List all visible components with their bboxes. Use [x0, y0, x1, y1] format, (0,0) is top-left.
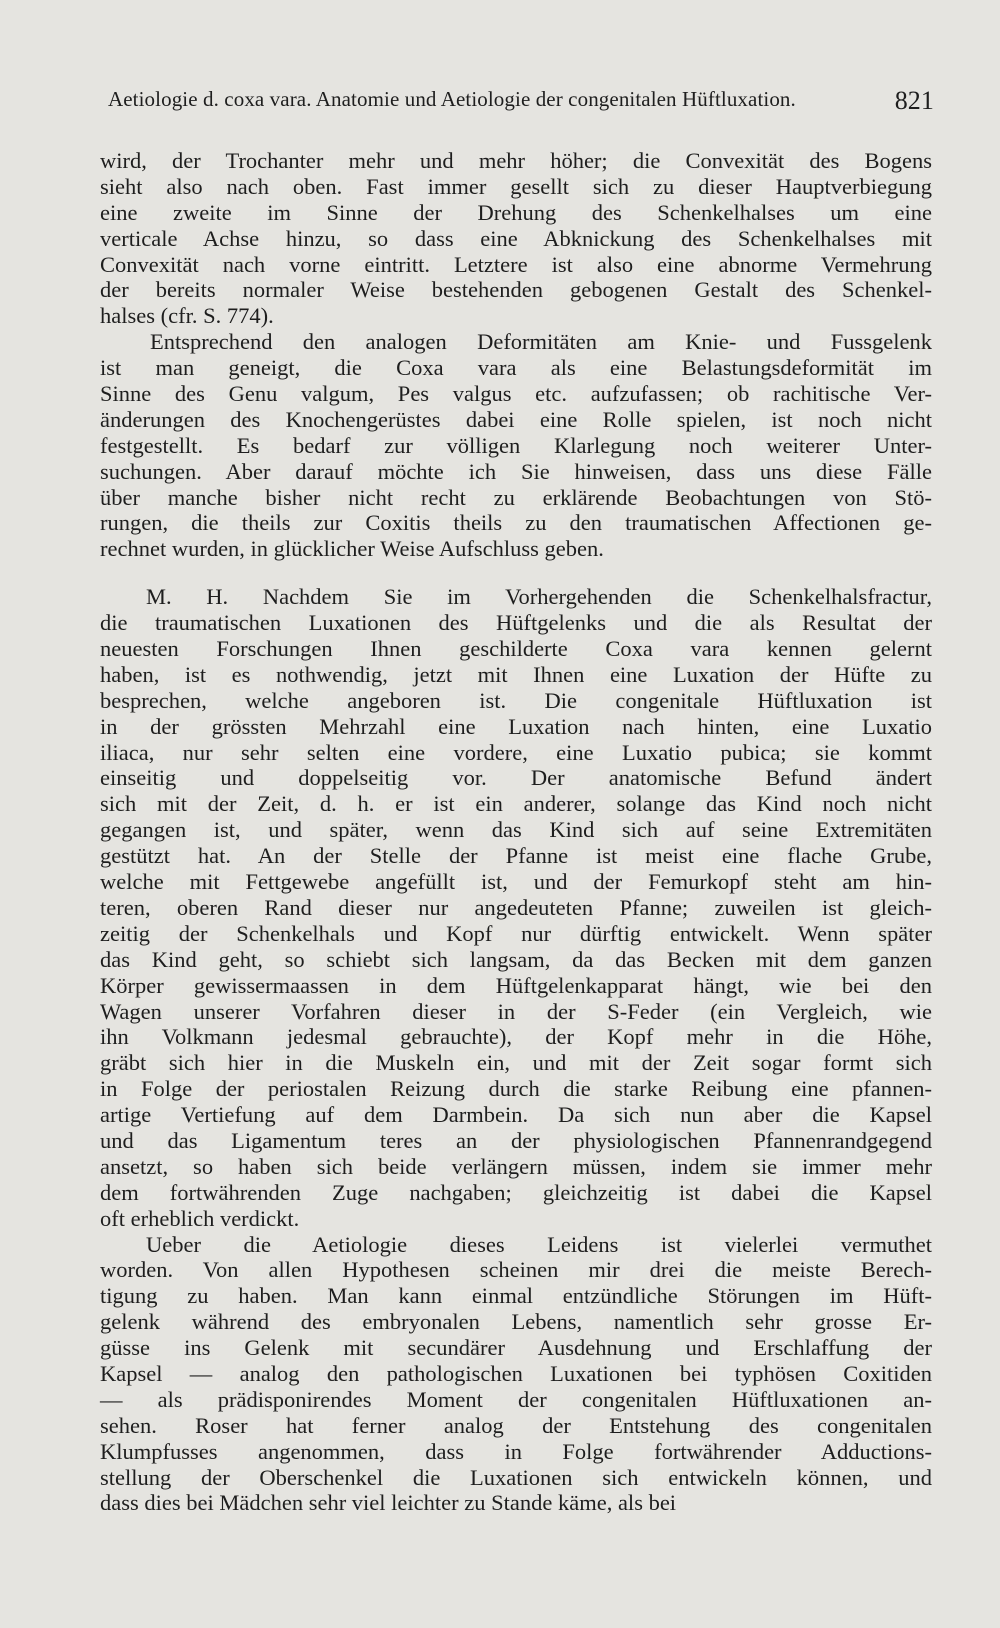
- text-line: Klumpfusses angenommen, dass in Folge fortwährender Adductions-: [100, 1438, 932, 1464]
- text-line: halses (cfr. S. 774).: [100, 303, 274, 329]
- text-line: gestützt hat. An der Stelle der Pfanne ist meist eine flache Grube,: [100, 843, 932, 869]
- text-line: ihn Volkmann jedesmal gebrauchte), der Kopf mehr in die Höhe,: [100, 1024, 932, 1050]
- page-number: 821: [894, 86, 934, 115]
- text-line: Wagen unserer Vorfahren dieser in der S-Feder (ein Vergleich, wie: [100, 998, 932, 1024]
- text-line: einseitig und doppelseitig vor. Der anatomische Befund ändert: [100, 765, 932, 791]
- text-line: Körper gewissermaassen in dem Hüftgelenkapparat hängt, wie bei den: [100, 972, 932, 998]
- text-line: besprechen, welche angeboren ist. Die congenitale Hüftluxation ist: [100, 687, 932, 713]
- text-line: Ueber die Aetiologie dieses Leidens ist vielerlei vermuthet: [146, 1231, 932, 1257]
- text-line: neuesten Forschungen Ihnen geschilderte Coxa vara kennen gelernt: [100, 636, 932, 662]
- running-header: [108, 86, 934, 115]
- text-line: wird, der Trochanter mehr und mehr höher; die Convexität des Bogens: [100, 148, 932, 173]
- text-line: zeitig der Schenkelhals und Kopf nur dürftig entwickelt. Wenn später: [100, 920, 932, 946]
- text-line: dem fortwährenden Zuge nachgaben; gleichzeitig ist dabei die Kapsel: [100, 1179, 932, 1205]
- text-line: ist man geneigt, die Coxa vara als eine Belastungsdeformität im: [100, 355, 932, 381]
- text-line: worden. Von allen Hypothesen scheinen mir drei die meiste Berech-: [100, 1257, 932, 1283]
- text-line: suchungen. Aber darauf möchte ich Sie hinweisen, dass uns diese Fälle: [100, 458, 932, 484]
- text-line: sehen. Roser hat ferner analog der Entstehung des congenitalen: [100, 1412, 932, 1438]
- text-line: Entsprechend den analogen Deformitäten am Knie- und Fussgelenk: [150, 329, 932, 355]
- text-line: der bereits normaler Weise bestehenden gebogenen Gestalt des Schenkel-: [100, 277, 932, 303]
- text-line: in der grössten Mehrzahl eine Luxation nach hinten, eine Luxatio: [100, 713, 932, 739]
- text-line: ansetzt, so haben sich beide verlängern müssen, indem sie immer mehr: [100, 1153, 932, 1179]
- text-line: verticale Achse hinzu, so dass eine Abknickung des Schenkelhalses mit: [100, 225, 932, 251]
- text-line: Kapsel — analog den pathologischen Luxationen bei typhösen Coxitiden: [100, 1360, 932, 1386]
- text-line: oft erheblich verdickt.: [100, 1205, 300, 1231]
- text-line: Convexität nach vorne eintritt. Letztere ist also eine abnorme Vermehrung: [100, 251, 932, 277]
- text-line: — als prädisponirendes Moment der congenitalen Hüftluxationen an-: [100, 1386, 932, 1412]
- text-line: gegangen ist, und später, wenn das Kind sich auf seine Extremitäten: [100, 817, 932, 843]
- text-line: welche mit Fettgewebe angefüllt ist, und der Femurkopf steht am hin-: [100, 869, 932, 895]
- text-line: rechnet wurden, in glücklicher Weise Aufschluss geben.: [100, 536, 604, 562]
- text-line: eine zweite im Sinne der Drehung des Schenkelhalses um eine: [100, 199, 932, 225]
- text-line: änderungen des Knochengerüstes dabei eine Rolle spielen, ist noch nicht: [100, 406, 932, 432]
- text-line: dass dies bei Mädchen sehr viel leichter zu Stande käme, als bei: [100, 1490, 677, 1516]
- text-line: die traumatischen Luxationen des Hüftgelenks und die als Resultat der: [100, 610, 932, 636]
- text-line: Sinne des Genu valgum, Pes valgus etc. aufzufassen; ob rachitische Ver-: [100, 381, 932, 407]
- text-line: rungen, die theils zur Coxitis theils zu den traumatischen Affectionen ge-: [100, 510, 932, 536]
- text-line: und das Ligamentum teres an der physiologischen Pfannenrandgegend: [100, 1127, 932, 1153]
- text-line: teren, oberen Rand dieser nur angedeuteten Pfanne; zuweilen ist gleich-: [100, 894, 932, 920]
- text-line: güsse ins Gelenk mit secundärer Ausdehnung und Erschlaffung der: [100, 1335, 932, 1361]
- text-line: iliaca, nur sehr selten eine vordere, eine Luxatio pubica; sie kommt: [100, 739, 932, 765]
- body-text: [100, 148, 932, 1516]
- text-line: sich mit der Zeit, d. h. er ist ein anderer, solange das Kind noch nicht: [100, 791, 932, 817]
- running-title: Aetiologie d. coxa vara. Anatomie und Aetiologie der congenitalen Hüftluxation.: [108, 87, 796, 111]
- text-line: sieht also nach oben. Fast immer gesellt sich zu dieser Hauptverbiegung: [100, 173, 932, 199]
- text-line: in Folge der periostalen Reizung durch die starke Reibung eine pfannen-: [100, 1076, 932, 1102]
- text-line: gelenk während des embryonalen Lebens, namentlich sehr grosse Er-: [100, 1309, 932, 1335]
- text-line: artige Vertiefung auf dem Darmbein. Da sich nun aber die Kapsel: [100, 1102, 932, 1128]
- text-line: tigung zu haben. Man kann einmal entzündliche Störungen im Hüft-: [100, 1283, 932, 1309]
- text-line: das Kind geht, so schiebt sich langsam, da das Becken mit dem ganzen: [100, 946, 932, 972]
- text-line: M. H. Nachdem Sie im Vorhergehenden die Schenkelhalsfractur,: [146, 584, 932, 610]
- text-line: stellung der Oberschenkel die Luxationen sich entwickeln können, und: [100, 1464, 932, 1490]
- text-line: gräbt sich hier in die Muskeln ein, und mit der Zeit sogar formt sich: [100, 1050, 932, 1076]
- text-line: über manche bisher nicht recht zu erklärende Beobachtungen von Stö-: [100, 484, 932, 510]
- text-line: festgestellt. Es bedarf zur völligen Klarlegung noch weiterer Unter-: [100, 432, 932, 458]
- text-line: haben, ist es nothwendig, jetzt mit Ihnen eine Luxation der Hüfte zu: [100, 661, 932, 687]
